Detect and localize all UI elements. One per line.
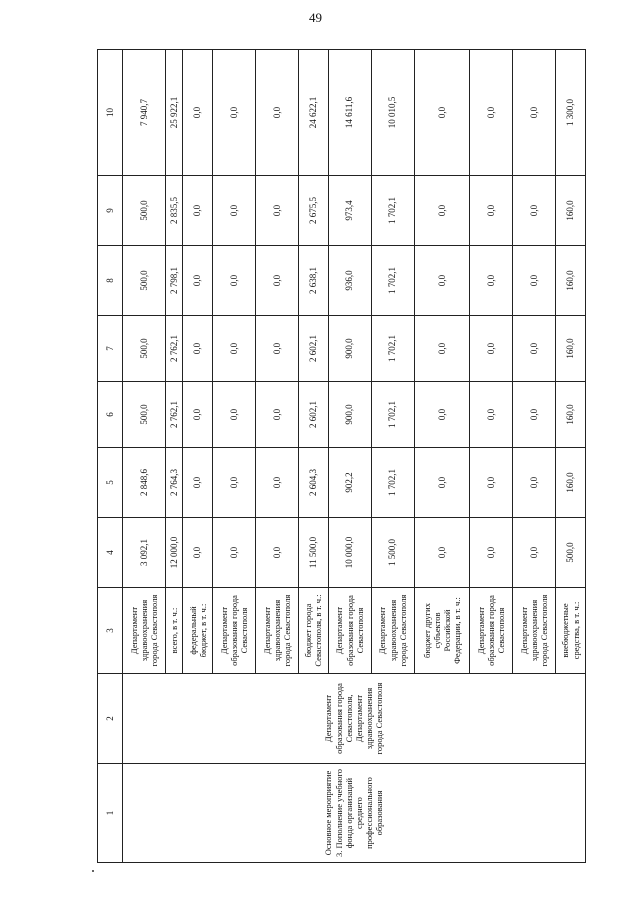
value-cell: 0,0 (256, 448, 299, 518)
value-cell: 0,0 (213, 382, 256, 448)
value-cell: 0,0 (213, 518, 256, 588)
column-header: 2 (98, 674, 123, 764)
column-header: 3 (98, 588, 123, 674)
value-cell: 0,0 (256, 246, 299, 316)
value-cell: 0,0 (414, 448, 470, 518)
row-label: Департамент здравоохранения города Севастополя (123, 588, 166, 674)
value-cell: 2 762,1 (165, 382, 183, 448)
value-cell: 0,0 (414, 246, 470, 316)
rotated-table-container (97, 50, 586, 863)
value-cell: 0,0 (513, 176, 556, 246)
value-cell: 0,0 (414, 382, 470, 448)
column-header: 1 (98, 764, 123, 863)
column-header: 9 (98, 176, 123, 246)
value-cell: 500,0 (123, 246, 166, 316)
value-cell: 0,0 (256, 176, 299, 246)
value-cell: 0,0 (183, 246, 213, 316)
value-cell: 0,0 (470, 518, 513, 588)
value-cell: 2 638,1 (298, 246, 328, 316)
value-cell: 160,0 (556, 382, 586, 448)
value-cell: 0,0 (470, 382, 513, 448)
value-cell: 0,0 (183, 518, 213, 588)
value-cell: 25 922,1 (165, 50, 183, 176)
value-cell: 1 702,1 (371, 316, 414, 382)
value-cell: 973,4 (328, 176, 371, 246)
value-cell: 2 604,3 (298, 448, 328, 518)
column-header: 5 (98, 448, 123, 518)
value-cell: 0,0 (470, 246, 513, 316)
value-cell: 0,0 (470, 448, 513, 518)
value-cell: 0,0 (513, 246, 556, 316)
column-header: 7 (98, 316, 123, 382)
value-cell: 0,0 (470, 176, 513, 246)
value-cell: 12 000,0 (165, 518, 183, 588)
value-cell: 1 300,0 (556, 50, 586, 176)
value-cell: 2 762,1 (165, 316, 183, 382)
value-cell: 936,0 (328, 246, 371, 316)
value-cell: 2 835,5 (165, 176, 183, 246)
row-label: Департамент здравоохранения города Севастополя (371, 588, 414, 674)
budget-table (97, 49, 586, 863)
value-cell: 0,0 (183, 382, 213, 448)
scan-speck (92, 870, 94, 872)
column-header: 4 (98, 518, 123, 588)
value-cell: 0,0 (213, 448, 256, 518)
value-cell: 1 702,1 (371, 176, 414, 246)
value-cell: 0,0 (513, 518, 556, 588)
value-cell: 0,0 (256, 316, 299, 382)
row-label: федеральный бюджет, в т. ч.: (183, 588, 213, 674)
value-cell: 0,0 (513, 448, 556, 518)
value-cell: 2 764,3 (165, 448, 183, 518)
row-label: внебюджетные средства, в т. ч.: (556, 588, 586, 674)
value-cell: 2 798,1 (165, 246, 183, 316)
row-label: Департамент образования города Севастополя (213, 588, 256, 674)
value-cell: 0,0 (414, 316, 470, 382)
value-cell: 3 092,1 (123, 518, 166, 588)
measure-cell: Основное мероприятие 3. Пополнение учебного фонда организаций среднего профессионального образования (123, 764, 586, 863)
value-cell: 0,0 (213, 316, 256, 382)
value-cell: 0,0 (513, 50, 556, 176)
value-cell: 0,0 (513, 316, 556, 382)
column-header: 8 (98, 246, 123, 316)
value-cell: 0,0 (256, 518, 299, 588)
value-cell: 900,0 (328, 382, 371, 448)
value-cell: 11 500,0 (298, 518, 328, 588)
value-cell: 1 702,1 (371, 246, 414, 316)
value-cell: 0,0 (414, 176, 470, 246)
value-cell: 2 602,1 (298, 382, 328, 448)
column-header: 10 (98, 50, 123, 176)
value-cell: 500,0 (123, 316, 166, 382)
value-cell: 0,0 (470, 50, 513, 176)
row-label: Департамент здравоохранения города Севастополя (513, 588, 556, 674)
value-cell: 0,0 (183, 176, 213, 246)
value-cell: 0,0 (470, 316, 513, 382)
value-cell: 0,0 (256, 50, 299, 176)
value-cell: 500,0 (556, 518, 586, 588)
value-cell: 0,0 (256, 382, 299, 448)
value-cell: 500,0 (123, 176, 166, 246)
value-cell: 2 602,1 (298, 316, 328, 382)
table-body (98, 50, 586, 863)
value-cell: 902,2 (328, 448, 371, 518)
row-label: Департамент образования города Севастополя (328, 588, 371, 674)
value-cell: 24 622,1 (298, 50, 328, 176)
value-cell: 160,0 (556, 316, 586, 382)
value-cell: 1 500,0 (371, 518, 414, 588)
value-cell: 10 000,0 (328, 518, 371, 588)
value-cell: 2 848,6 (123, 448, 166, 518)
value-cell: 2 675,5 (298, 176, 328, 246)
row-label: бюджет других субъектов Российской Федерации, в т. ч.: (414, 588, 470, 674)
value-cell: 10 010,5 (371, 50, 414, 176)
value-cell: 0,0 (213, 50, 256, 176)
value-cell: 900,0 (328, 316, 371, 382)
executor-cell: Департамент образования города Севастополя, Департамент здравоохранения города Севастополя (123, 674, 586, 764)
value-cell: 160,0 (556, 448, 586, 518)
value-cell: 0,0 (414, 50, 470, 176)
value-cell: 0,0 (513, 382, 556, 448)
value-cell: 14 611,6 (328, 50, 371, 176)
value-cell: 1 702,1 (371, 448, 414, 518)
value-cell: 0,0 (414, 518, 470, 588)
row-label: бюджет города Севастополя, в т. ч.: (298, 588, 328, 674)
page-number: 49 (309, 10, 322, 25)
value-cell: 7 940,7 (123, 50, 166, 176)
value-cell: 0,0 (183, 448, 213, 518)
column-header: 6 (98, 382, 123, 448)
header-row (98, 50, 123, 863)
value-cell: 500,0 (123, 382, 166, 448)
value-cell: 1 702,1 (371, 382, 414, 448)
value-cell: 0,0 (183, 316, 213, 382)
value-cell: 160,0 (556, 246, 586, 316)
table-row (123, 50, 166, 863)
row-label: всего, в т. ч.: (165, 588, 183, 674)
value-cell: 0,0 (183, 50, 213, 176)
value-cell: 0,0 (213, 176, 256, 246)
value-cell: 0,0 (213, 246, 256, 316)
row-label: Департамент здравоохранения города Севастополя (256, 588, 299, 674)
row-label: Департамент образования города Севастополя (470, 588, 513, 674)
value-cell: 160,0 (556, 176, 586, 246)
